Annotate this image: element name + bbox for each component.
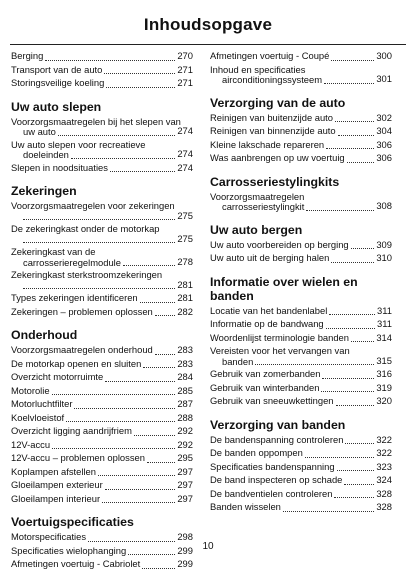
toc-section: [210, 223, 392, 267]
dot-leader: [128, 554, 175, 555]
entry-title: Zekeringkast sterkstroomzekeringen: [11, 269, 163, 280]
dot-leader: [142, 568, 175, 569]
toc-entry[interactable]: [11, 559, 193, 573]
entry-title: De bandventielen controleren: [210, 487, 333, 499]
toc-section: [210, 96, 392, 167]
entry-title: Vereisten voor het vervangen van: [210, 345, 350, 356]
entry-title: Gloeilampen interieur: [11, 492, 101, 504]
page-title: Inhoudsopgave: [143, 15, 273, 34]
entry-page-number: 282: [177, 305, 193, 317]
toc-entry[interactable]: [210, 140, 392, 154]
toc-entry[interactable]: [11, 140, 193, 163]
toc-entry[interactable]: [210, 113, 392, 127]
dot-leader: [331, 262, 374, 263]
entry-page-number: 287: [177, 398, 193, 410]
entry-page-number: 308: [376, 200, 392, 212]
toc-entry[interactable]: [210, 65, 392, 88]
entry-title: Storingsveilige koeling: [11, 77, 105, 88]
dot-leader: [326, 148, 374, 149]
dot-leader: [74, 408, 175, 409]
section-heading: Carrosseriestylingkits: [210, 174, 340, 189]
toc-entry[interactable]: [210, 396, 392, 410]
dot-leader: [155, 354, 175, 355]
dot-leader: [98, 475, 175, 476]
toc-entry[interactable]: [210, 333, 392, 347]
entry-page-number: 301: [376, 73, 392, 85]
dot-leader: [23, 242, 175, 243]
entry-title: Koplampen afstellen: [11, 465, 96, 477]
toc-entry[interactable]: [210, 448, 392, 462]
dot-leader: [347, 162, 374, 163]
dot-leader: [155, 315, 175, 316]
entry-title-continued: doeleinden: [23, 149, 69, 161]
section-heading: Uw auto bergen: [210, 222, 303, 237]
entry-title: Specificaties bandenspanning: [210, 460, 335, 472]
entry-page-number: 297: [177, 465, 193, 477]
entry-title: Locatie van het bandenlabel: [210, 304, 328, 316]
toc-entry[interactable]: [210, 153, 392, 167]
entry-page-number: 319: [376, 381, 392, 393]
entry-title: De banden oppompen: [210, 447, 303, 458]
entry-title: Overzicht ligging aandrijfriem: [11, 425, 132, 436]
toc-entry[interactable]: [210, 435, 392, 449]
entry-title: Reinigen van binnenzijde auto: [210, 125, 336, 136]
toc-entry[interactable]: [11, 426, 193, 440]
dot-leader: [255, 364, 374, 365]
dot-leader: [140, 302, 175, 303]
entry-title: Voorzorgsmaatregelen onderhoud: [11, 344, 153, 355]
entry-title: De motorkap openen en sluiten: [11, 357, 142, 369]
toc-column-left: [11, 51, 193, 573]
toc-entry[interactable]: [210, 383, 392, 397]
dot-leader: [344, 484, 374, 485]
toc-section: [11, 100, 193, 177]
dot-leader: [283, 511, 374, 512]
toc-entry[interactable]: [210, 126, 392, 140]
toc-section: [210, 418, 392, 516]
toc-entry[interactable]: [11, 270, 193, 293]
entry-title: Motorspecificaties: [11, 531, 87, 542]
entry-title: Zekeringen – problemen oplossen: [11, 305, 153, 317]
toc-entry[interactable]: [210, 475, 392, 489]
toc-entry[interactable]: [11, 78, 193, 92]
entry-page-number: 299: [177, 558, 193, 570]
entry-page-number: 314: [376, 331, 392, 343]
dot-leader: [58, 135, 175, 136]
entry-title: Reinigen van buitenzijde auto: [210, 111, 334, 123]
entry-title-continued: airconditioningssysteem: [222, 74, 323, 86]
entry-page-number: 275: [177, 209, 193, 221]
entry-page-number: 309: [376, 238, 392, 250]
page-number: 10: [202, 541, 214, 552]
toc-entry[interactable]: [210, 253, 392, 267]
toc-entry[interactable]: [11, 359, 193, 373]
toc-entry[interactable]: [11, 372, 193, 386]
toc-entry[interactable]: [210, 369, 392, 383]
entry-page-number: 274: [177, 161, 193, 173]
dot-leader: [147, 462, 175, 463]
toc-section: [11, 51, 193, 92]
toc-section: [210, 275, 392, 410]
dot-leader: [102, 502, 175, 503]
entry-page-number: 297: [177, 479, 193, 491]
entry-title: Kleine lakschade repareren: [210, 138, 325, 150]
entry-page-number: 299: [177, 544, 193, 556]
toc-entry[interactable]: [210, 51, 392, 65]
dot-leader: [305, 457, 374, 458]
dot-leader: [45, 60, 175, 61]
section-heading: Zekeringen: [11, 184, 77, 198]
entry-title-continued: banden: [222, 355, 254, 367]
entry-page-number: 283: [177, 344, 193, 356]
entry-title: Afmetingen voertuig - Coupé: [210, 50, 330, 61]
entry-title: Motorluchtfilter: [11, 398, 73, 409]
toc-entry[interactable]: [210, 502, 392, 516]
dot-leader: [143, 367, 175, 368]
entry-page-number: 284: [177, 371, 193, 383]
entry-page-number: 324: [376, 474, 392, 486]
toc-section: [11, 328, 193, 507]
dot-leader: [106, 87, 175, 88]
entry-title-continued: uw auto: [23, 126, 56, 138]
entry-title: Koelvloeistof: [11, 411, 65, 423]
entry-page-number: 306: [376, 152, 392, 164]
toc-column-right: [210, 51, 392, 516]
dot-leader: [322, 378, 374, 379]
dot-leader: [71, 158, 175, 159]
title-rule: [10, 44, 406, 45]
entry-page-number: 281: [177, 278, 193, 290]
dot-leader: [336, 405, 374, 406]
entry-page-number: 274: [177, 125, 193, 137]
entry-page-number: 283: [177, 357, 193, 369]
entry-page-number: 274: [177, 148, 193, 160]
toc-entry[interactable]: [210, 346, 392, 369]
entry-page-number: 322: [376, 433, 392, 445]
entry-title: Inhoud en specificaties: [210, 63, 306, 75]
dot-leader: [66, 421, 175, 422]
dot-leader: [52, 394, 175, 395]
entry-page-number: 302: [376, 111, 392, 123]
entry-page-number: 298: [177, 531, 193, 543]
entry-title: De bandenspanning controleren: [210, 433, 344, 445]
dot-leader: [338, 135, 374, 136]
entry-title: Gloeilampen exterieur: [11, 479, 103, 490]
toc-entry[interactable]: [11, 480, 193, 494]
entry-page-number: 304: [376, 125, 392, 137]
entry-title: Uw auto voorbereiden op berging: [210, 238, 349, 250]
toc-entry[interactable]: [11, 51, 193, 65]
toc-section: [11, 184, 193, 320]
entry-title: 12V-accu: [11, 438, 51, 450]
dot-leader: [110, 171, 175, 172]
entry-title: Specificaties wielophanging: [11, 544, 127, 556]
entry-title: Transport van de auto: [11, 63, 103, 75]
entry-title: Gebruik van zomerbanden: [210, 368, 321, 379]
entry-page-number: 295: [177, 452, 193, 464]
dot-leader: [306, 210, 374, 211]
entry-title-continued: carrosseriestylingkit: [222, 201, 305, 213]
entry-page-number: 316: [376, 368, 392, 380]
entry-title: Voorzorgsmaatregelen: [210, 190, 305, 202]
entry-page-number: 285: [177, 384, 193, 396]
entry-page-number: 270: [177, 50, 193, 62]
entry-page-number: 311: [377, 318, 392, 330]
entry-page-number: 320: [376, 395, 392, 407]
entry-title: 12V-accu – problemen oplossen: [11, 452, 145, 463]
entry-title-continued: carrosserieregelmodule: [23, 256, 121, 268]
entry-page-number: 323: [376, 460, 392, 472]
dot-leader: [331, 60, 374, 61]
entry-page-number: 271: [177, 77, 193, 89]
dot-leader: [345, 443, 374, 444]
dot-leader: [134, 435, 175, 436]
section-heading: Informatie over wielen en banden: [210, 274, 358, 303]
dot-leader: [337, 470, 374, 471]
dot-leader: [324, 83, 374, 84]
toc-section: [210, 175, 392, 215]
toc-entry[interactable]: [210, 240, 392, 254]
entry-title: Uw auto uit de berging halen: [210, 252, 330, 263]
toc-entry[interactable]: [11, 201, 193, 224]
entry-page-number: 328: [376, 487, 392, 499]
toc-entry[interactable]: [210, 192, 392, 215]
entry-title: De band inspecteren op schade: [210, 474, 343, 485]
entry-page-number: 306: [376, 138, 392, 150]
toc-entry[interactable]: [11, 163, 193, 177]
toc-entry[interactable]: [11, 440, 193, 454]
entry-page-number: 278: [177, 255, 193, 267]
dot-leader: [334, 497, 374, 498]
entry-title: Types zekeringen identificeren: [11, 292, 138, 303]
dot-leader: [329, 314, 375, 315]
entry-page-number: 292: [177, 438, 193, 450]
dot-leader: [321, 391, 374, 392]
section-heading: Uw auto slepen: [11, 99, 102, 114]
toc-entry[interactable]: [11, 224, 193, 247]
entry-title: Was aanbrengen op uw voertuig: [210, 152, 345, 163]
entry-title: Woordenlijst terminologie banden: [210, 331, 349, 343]
entry-page-number: 275: [177, 232, 193, 244]
dot-leader: [105, 381, 175, 382]
entry-title: Gebruik van sneeuwkettingen: [210, 395, 334, 406]
entry-title: Uw auto slepen voor recreatieve: [11, 138, 146, 150]
toc-entry[interactable]: [210, 319, 392, 333]
section-heading: Verzorging van de auto: [210, 95, 346, 110]
entry-title: Zekeringkast van de: [11, 246, 96, 257]
toc-section: [210, 51, 392, 88]
section-heading: Verzorging van banden: [210, 417, 346, 432]
toc-entry[interactable]: [11, 247, 193, 270]
entry-title: De zekeringkast onder de motorkap: [11, 223, 160, 234]
toc-entry[interactable]: [210, 489, 392, 503]
toc-entry[interactable]: [11, 307, 193, 321]
toc-entry[interactable]: [11, 293, 193, 307]
toc-entry[interactable]: [11, 453, 193, 467]
toc-entry[interactable]: [11, 345, 193, 359]
toc-entry[interactable]: [11, 65, 193, 79]
dot-leader: [23, 219, 175, 220]
entry-page-number: 297: [177, 492, 193, 504]
entry-title: Gebruik van winterbanden: [210, 381, 320, 393]
entry-title: Informatie op de bandwang: [210, 318, 324, 329]
toc-entry[interactable]: [11, 117, 193, 140]
entry-title: Overzicht motorruimte: [11, 371, 104, 382]
entry-title: Berging: [11, 50, 44, 61]
entry-title: Motorolie: [11, 384, 50, 396]
entry-page-number: 322: [376, 447, 392, 459]
dot-leader: [104, 73, 175, 74]
toc-entry[interactable]: [11, 494, 193, 508]
toc-entry[interactable]: [11, 467, 193, 481]
dot-leader: [326, 328, 375, 329]
entry-page-number: 288: [177, 411, 193, 423]
dot-leader: [123, 265, 175, 266]
entry-page-number: 300: [376, 50, 392, 62]
dot-leader: [105, 489, 175, 490]
dot-leader: [351, 341, 374, 342]
entry-page-number: 271: [177, 63, 193, 75]
entry-title: Slepen in noodsituaties: [11, 161, 108, 173]
entry-page-number: 311: [377, 304, 392, 316]
dot-leader: [52, 448, 175, 449]
toc-entry[interactable]: [11, 399, 193, 413]
entry-title: Voorzorgsmaatregelen bij het slepen van: [11, 115, 181, 127]
dot-leader: [335, 121, 374, 122]
dot-leader: [351, 248, 374, 249]
entry-title: Banden wisselen: [210, 501, 281, 512]
dot-leader: [23, 288, 175, 289]
entry-page-number: 315: [376, 354, 392, 366]
toc-entry[interactable]: [11, 413, 193, 427]
entry-page-number: 281: [177, 292, 193, 304]
entry-title: Afmetingen voertuig - Cabriolet: [11, 558, 141, 569]
toc-entry[interactable]: [210, 462, 392, 476]
entry-page-number: 292: [177, 425, 193, 437]
entry-page-number: 328: [376, 501, 392, 513]
toc-entry[interactable]: [210, 306, 392, 320]
entry-page-number: 310: [376, 252, 392, 264]
toc-entry[interactable]: [11, 386, 193, 400]
section-heading: Onderhoud: [11, 328, 78, 342]
entry-title: Voorzorgsmaatregelen voor zekeringen: [11, 200, 175, 211]
section-heading: Voertuigspecificaties: [11, 515, 134, 529]
